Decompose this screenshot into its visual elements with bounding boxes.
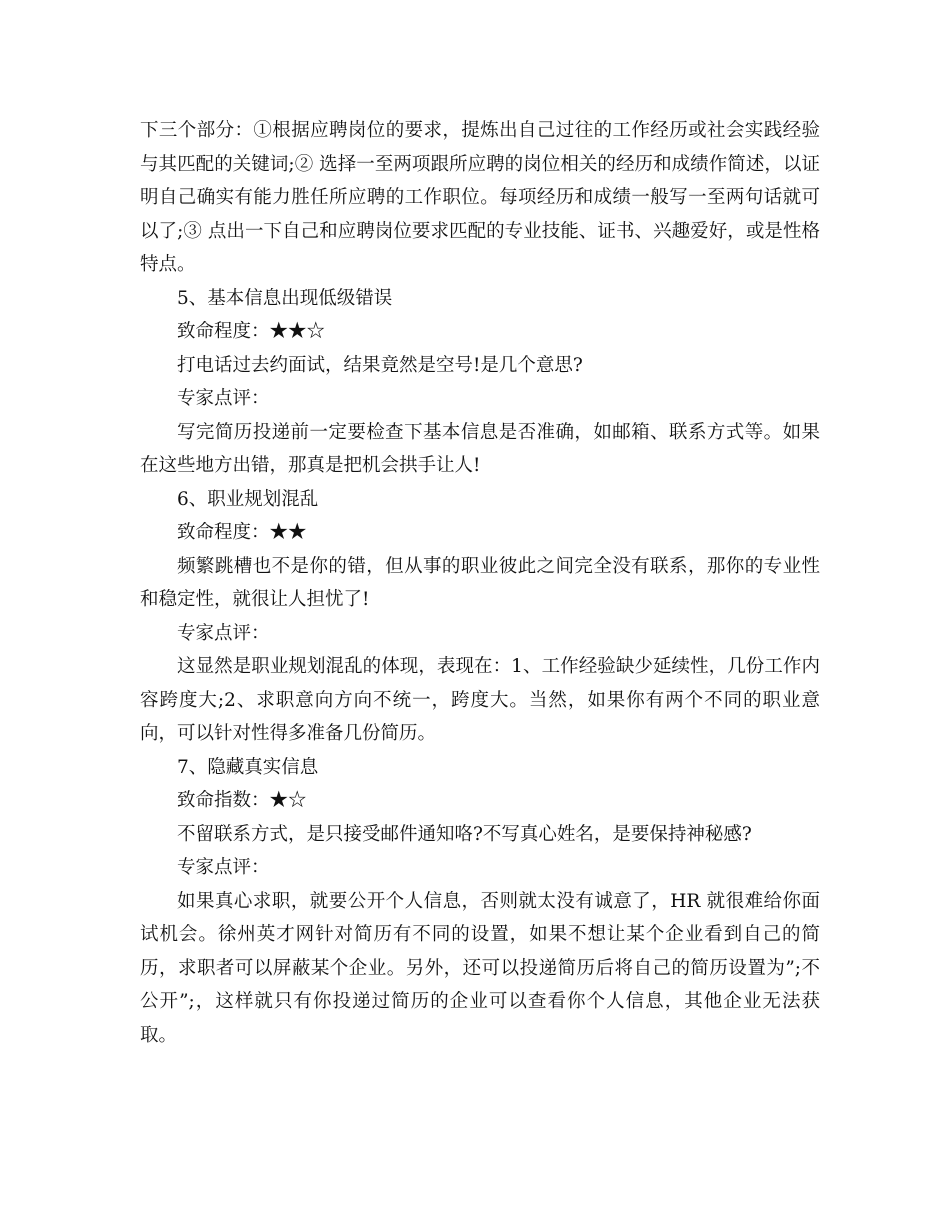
section-heading-6: 6、职业规划混乱 (177, 488, 319, 510)
expert-comment-label: 专家点评： (177, 388, 270, 409)
severity-rating: 致命指数：★☆ (177, 790, 307, 811)
severity-rating: 致命程度：★★ (177, 522, 307, 543)
paragraph: 打电话过去约面试，结果竟然是空号!是几个意思? (177, 354, 583, 376)
paragraph: 如果真心求职，就要公开个人信息，否则就太没有诚意了，HR 就很难给你面试机会。徐州英才网针对简历有不同的设置，如果不想让某个企业看到自己的简历，求职者可以屏蔽某个企业。另外，还可以投递简历后将自己的简历设置为”;不公开”;，这样就只有你投递过简历的企业可以查看你个人信息，其他企业无法获取。 (140, 890, 820, 1046)
section-heading-7: 7、隐藏真实信息 (177, 756, 319, 778)
expert-comment-label: 专家点评： (177, 622, 270, 644)
section-heading-5: 5、基本信息出现低级错误 (177, 287, 393, 309)
paragraph: 写完简历投递前一定要检查下基本信息是否准确，如邮箱、联系方式等。如果在这些地方出错，那真是把机会拱手让人! (140, 421, 820, 476)
paragraph: 不留联系方式，是只接受邮件通知咯?不写真心姓名，是要保持神秘感? (177, 823, 752, 845)
severity-rating: 致命程度：★★☆ (177, 321, 326, 342)
expert-comment-label: 专家点评： (177, 857, 270, 878)
paragraph-intro-continued: 下三个部分：①根据应聘岗位的要求，提炼出自己过往的工作经历或社会实践经验与其匹配的关键词;② 选择一至两项跟所应聘的岗位相关的经历和成绩作简述，以证明自己确实有能力胜任所应聘的工作职位。每项经历和成绩一般写一至两句话就可以了;③ 点出一下自己和应聘岗位要求匹配的专业技能、证书、兴趣爱好，或是性格特点。 (140, 120, 820, 275)
paragraph: 这显然是职业规划混乱的体现，表现在：1、工作经验缺少延续性，几份工作内容跨度大;2、求职意向方向不统一，跨度大。当然，如果你有两个不同的职业意向，可以针对性得多准备几份简历。 (140, 656, 820, 744)
paragraph: 频繁跳槽也不是你的错，但从事的职业彼此之间完全没有联系，那你的专业性和稳定性，就很让人担忧了! (140, 555, 820, 610)
document-body (140, 114, 820, 1052)
